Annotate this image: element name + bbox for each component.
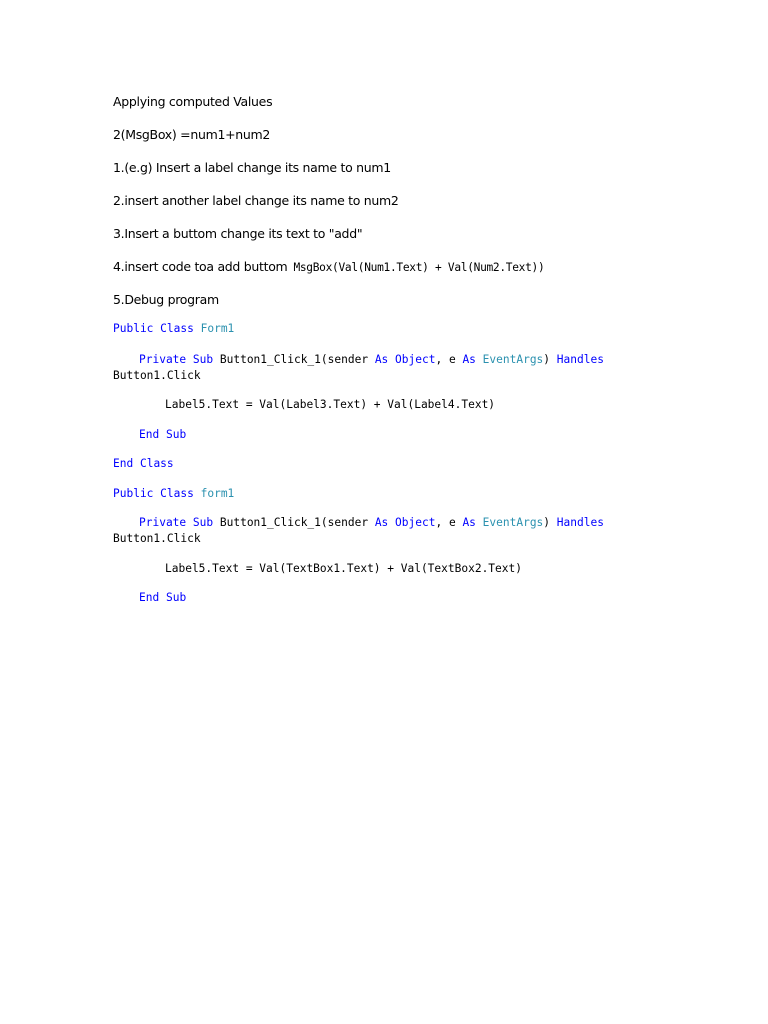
type-name: EventArgs — [482, 353, 544, 366]
keyword: Object — [395, 516, 436, 529]
keyword: Handles — [556, 516, 604, 529]
code2-sub-decl — [139, 516, 604, 529]
keyword: Class — [139, 457, 174, 470]
code1-handles-target: Button1.Click — [113, 369, 201, 382]
keyword: Sub — [165, 428, 187, 441]
keyword: Sub — [192, 353, 214, 366]
code1-body: Label5.Text = Val(Label3.Text) + Val(Label4.Text) — [165, 398, 496, 411]
sub-signature: Button1_Click_1(sender — [219, 516, 369, 529]
step-4-code: MsgBox(Val(Num1.Text) + Val(Num2.Text)) — [293, 261, 545, 274]
keyword: As — [462, 353, 476, 366]
keyword: Public — [113, 487, 154, 500]
code1-end-sub — [139, 428, 186, 441]
step-1: 1.(e.g) Insert a label change its name to num1 — [113, 160, 391, 175]
keyword: Sub — [165, 591, 187, 604]
param: , e — [435, 353, 456, 366]
keyword: Object — [395, 353, 436, 366]
code1-class-decl — [113, 322, 234, 335]
code1-sub-decl — [139, 353, 604, 366]
keyword: Class — [160, 487, 194, 500]
keyword: Private — [139, 516, 187, 529]
param: , e — [435, 516, 456, 529]
keyword: Private — [139, 353, 187, 366]
paren: ) — [543, 516, 551, 529]
heading: Applying computed Values — [113, 94, 273, 109]
class-name: Form1 — [200, 322, 235, 335]
formula-line: 2(MsgBox) =num1+num2 — [113, 127, 271, 142]
step-2: 2.insert another label change its name to num2 — [113, 193, 399, 208]
code2-body: Label5.Text = Val(TextBox1.Text) + Val(TextBox2.Text) — [165, 562, 522, 575]
keyword: End — [113, 457, 134, 470]
keyword: As — [374, 353, 389, 366]
code2-class-decl — [113, 487, 234, 500]
step-5: 5.Debug program — [113, 292, 219, 307]
step-4-text: 4.insert code toa add buttom — [113, 259, 288, 274]
class-name: form1 — [200, 487, 235, 500]
keyword: Sub — [192, 516, 214, 529]
sub-signature: Button1_Click_1(sender — [219, 353, 369, 366]
step-3: 3.Insert a buttom change its text to "add" — [113, 226, 363, 241]
keyword: End — [139, 591, 160, 604]
keyword: As — [374, 516, 389, 529]
code2-end-sub — [139, 591, 186, 604]
keyword: End — [139, 428, 160, 441]
step-4 — [113, 259, 544, 274]
type-name: EventArgs — [482, 516, 544, 529]
paren: ) — [543, 353, 551, 366]
keyword: Class — [160, 322, 194, 335]
code2-handles-target: Button1.Click — [113, 532, 201, 545]
code1-end-class — [113, 457, 174, 470]
keyword: As — [462, 516, 476, 529]
keyword: Public — [113, 322, 154, 335]
keyword: Handles — [556, 353, 604, 366]
